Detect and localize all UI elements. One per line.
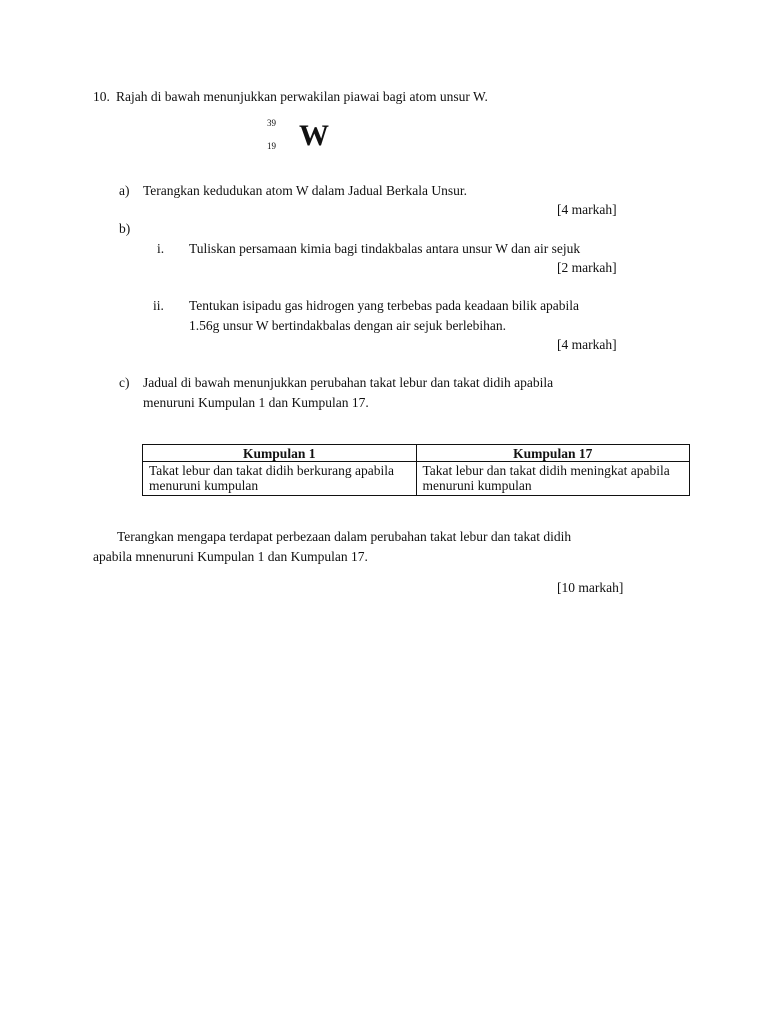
part-b-i-label: i.	[157, 241, 165, 256]
part-c-line1: Jadual di bawah menunjukkan perubahan takat lebur dan takat didih apabila	[143, 375, 554, 390]
table-header-row	[143, 445, 690, 462]
header-kumpulan-1: Kumpulan 1	[143, 445, 417, 462]
part-b-ii-marks: [4 markah]	[557, 337, 617, 352]
part-b-i-text: Tuliskan persamaan kimia bagi tindakbalas antara unsur W dan air sejuk	[189, 241, 581, 256]
part-b-ii-line1: Tentukan isipadu gas hidrogen yang terbebas pada keadaan bilik apabila	[189, 298, 580, 313]
mass-number: 39	[267, 118, 276, 128]
part-b-ii-label: ii.	[153, 298, 164, 313]
cell-kumpulan-17: Takat lebur dan takat didih meningkat apabila menuruni kumpulan	[416, 462, 690, 496]
proton-number: 19	[267, 141, 276, 151]
part-b-i-marks: [2 markah]	[557, 260, 617, 275]
question-number: 10.	[93, 89, 110, 104]
element-symbol: W	[299, 119, 329, 152]
part-c-label: c)	[119, 375, 130, 390]
part-b-ii-line2: 1.56g unsur W bertindakbalas dengan air sejuk berlebihan.	[189, 318, 507, 333]
part-c-line2: menuruni Kumpulan 1 dan Kumpulan 17.	[143, 395, 369, 410]
header-kumpulan-17: Kumpulan 17	[416, 445, 690, 462]
comparison-table	[142, 444, 690, 496]
part-a-marks: [4 markah]	[557, 202, 617, 217]
part-a-label: a)	[119, 183, 130, 198]
followup-line1: Terangkan mengapa terdapat perbezaan dalam perubahan takat lebur dan takat didih	[117, 529, 572, 544]
part-b-label: b)	[119, 221, 131, 236]
part-a-text: Terangkan kedudukan atom W dalam Jadual Berkala Unsur.	[143, 183, 467, 198]
cell-kumpulan-1: Takat lebur dan takat didih berkurang apabila menuruni kumpulan	[143, 462, 417, 496]
question-intro: Rajah di bawah menunjukkan perwakilan piawai bagi atom unsur W.	[116, 89, 488, 104]
followup-line2: apabila mnenuruni Kumpulan 1 dan Kumpulan 17.	[93, 549, 368, 564]
table-row	[143, 462, 690, 496]
part-c-marks: [10 markah]	[557, 580, 624, 595]
